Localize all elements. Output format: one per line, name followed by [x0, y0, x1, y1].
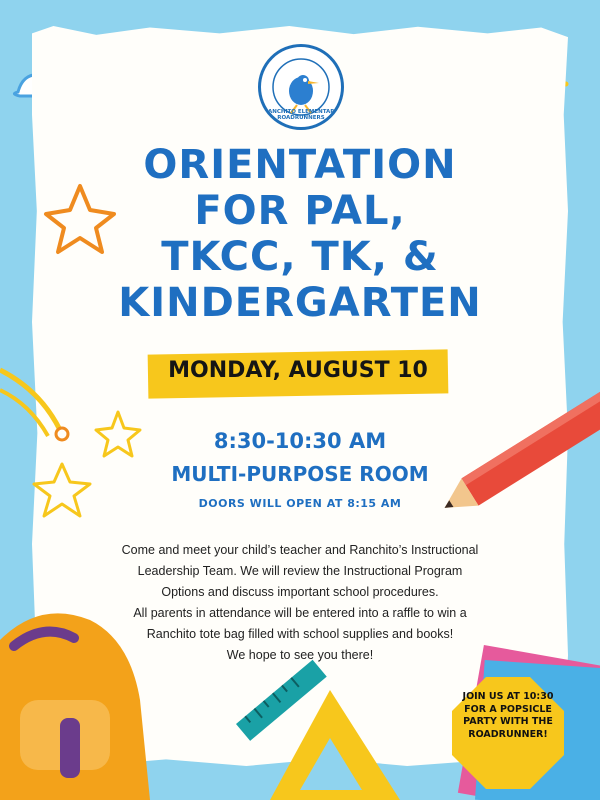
badge-line: PARTY WITH THE [463, 716, 553, 727]
doors-open-note: DOORS WILL OPEN AT 8:15 AM [198, 497, 402, 510]
title-line: ORIENTATION [143, 142, 457, 188]
event-room: MULTI-PURPOSE ROOM [171, 462, 429, 486]
description [82, 540, 518, 666]
shooting-star-icon [0, 370, 68, 440]
title-line: FOR PAL, [194, 188, 406, 234]
description-line: Leadership Team. We will review the Instructional Program [137, 564, 463, 578]
title-line: KINDERGARTEN [118, 280, 482, 326]
description-line: All parents in attendance will be entered into a raffle to win a [133, 606, 467, 620]
description-line: Ranchito tote bag filled with school supplies and books! [146, 627, 454, 641]
description-line: Come and meet your child’s teacher and Ranchito’s Instructional [121, 543, 479, 557]
star-icon [34, 464, 90, 516]
badge-line: ROADRUNNER! [468, 728, 548, 740]
popsicle-party-text [459, 691, 557, 741]
badge-line: FOR A POPSICLE [464, 703, 552, 715]
event-date: MONDAY, AUGUST 10 [168, 358, 428, 383]
title-line: TKCC, TK, & [161, 234, 439, 280]
description-line: Options and discuss important school procedures. [161, 585, 439, 599]
badge-line: JOIN US AT 10:30 [462, 691, 554, 702]
page-title [60, 142, 540, 326]
event-time: 8:30-10:30 AM [213, 429, 387, 453]
description-line: We hope to see you there! [226, 648, 374, 662]
logo-text: RANCHITO ELEMENTARY ROADRUNNERS [263, 109, 339, 121]
school-logo [258, 44, 344, 130]
